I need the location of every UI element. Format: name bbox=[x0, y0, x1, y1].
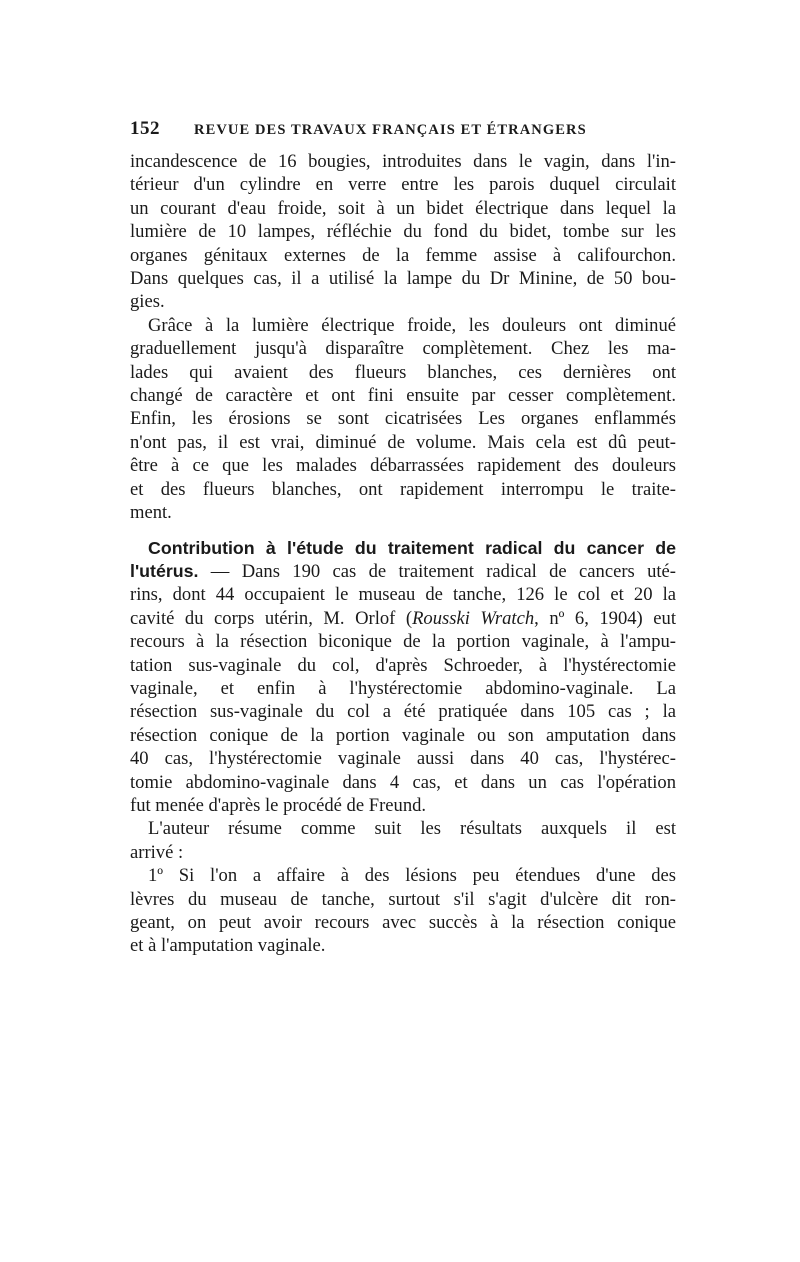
paragraph-lamp-methods bbox=[130, 150, 676, 314]
section-heading: Contribution à l'étude du traitement radical du cancer de bbox=[148, 537, 676, 558]
paragraph-summary-intro bbox=[130, 817, 676, 864]
citation-lead: cavité du corps utérin, M. Orlof ( bbox=[130, 607, 413, 629]
page-header bbox=[130, 118, 676, 144]
text-line: organes génitaux externes de la femme assise à califourchon. bbox=[130, 244, 676, 266]
text-line bbox=[130, 607, 676, 630]
paragraph-point-one bbox=[130, 864, 676, 958]
text-line: geant, on peut avoir recours avec succès à la résection conique bbox=[130, 912, 676, 933]
section-heading-end: l'utérus. bbox=[130, 560, 199, 581]
text-line: 1º Si l'on a affaire à des lésions peu étendues d'une des bbox=[148, 865, 676, 887]
text-line: et à l'amputation vaginale. bbox=[130, 935, 326, 957]
text-line: arrivé : bbox=[130, 841, 184, 863]
book-page bbox=[130, 118, 676, 958]
text-line: lèvres du museau de tanche, surtout s'il s'agit d'ulcère dit ron- bbox=[130, 888, 676, 910]
text-line: graduellement jusqu'à disparaître complètement. Chez les ma- bbox=[130, 338, 676, 360]
text-line: résection conique de la portion vaginale ou son amputation dans bbox=[130, 724, 676, 746]
text-line: Enfin, les érosions se sont cicatrisées Les organes enflammés bbox=[130, 408, 676, 430]
text-line: n'ont pas, il est vrai, diminué de volume. Mais cela est dû peut- bbox=[130, 431, 676, 453]
paragraph-results bbox=[130, 314, 676, 525]
text-line: rins, dont 44 occupaient le museau de tanche, 126 le col et 20 la bbox=[130, 584, 676, 606]
text-line: et des flueurs blanches, ont rapidement interrompu le traite- bbox=[130, 478, 676, 500]
text-line: recours à la résection biconique de la portion vaginale, à l'ampu- bbox=[130, 631, 676, 653]
citation-rest: , nº 6, 1904) eut bbox=[534, 607, 676, 629]
text-line: résection sus-vaginale du col a été pratiquée dans 105 cas ; la bbox=[130, 701, 676, 723]
text-line: être à ce que les malades débarrassées rapidement des douleurs bbox=[130, 455, 676, 477]
text-line: tomie abdomino-vaginale dans 4 cas, et dans un cas l'opération bbox=[130, 771, 676, 793]
journal-title: Rousski Wratch bbox=[412, 607, 535, 629]
text-line: incandescence de 16 bougies, introduites dans le vagin, dans l'in- bbox=[130, 151, 676, 172]
text-line bbox=[130, 560, 676, 583]
text-line: lades qui avaient des flueurs blanches, ces dernières ont bbox=[130, 361, 676, 383]
page-number: 152 bbox=[130, 118, 160, 139]
text-line: un courant d'eau froide, soit à un bidet électrique dans lequel la bbox=[130, 197, 676, 219]
text-line: L'auteur résume comme suit les résultats auxquels il est bbox=[148, 818, 676, 840]
text-line: changé de caractère et ont fini ensuite par cesser complètement. bbox=[130, 385, 676, 407]
section-text: — Dans 190 cas de traitement radical de cancers uté- bbox=[198, 560, 676, 582]
section-gap bbox=[130, 525, 676, 537]
text-line: Grâce à la lumière électrique froide, les douleurs ont diminué bbox=[148, 314, 676, 336]
text-line: vaginale, et enfin à l'hystérectomie abdomino-vaginale. La bbox=[130, 677, 676, 699]
section-cancer-treatment bbox=[130, 537, 676, 818]
text-line: ment. bbox=[130, 502, 172, 524]
running-title: REVUE DES TRAVAUX FRANÇAIS ET ÉTRANGERS bbox=[194, 122, 587, 138]
text-line: lumière de 10 lampes, réfléchie du fond du bidet, tombe sur les bbox=[130, 221, 676, 243]
text-line: fut menée d'après le procédé de Freund. bbox=[130, 794, 427, 816]
text-line: tation sus-vaginale du col, d'après Schroeder, à l'hystérectomie bbox=[130, 654, 676, 676]
text-line: 40 cas, l'hystérectomie vaginale aussi dans 40 cas, l'hystérec- bbox=[130, 748, 676, 770]
text-line: térieur d'un cylindre en verre entre les parois duquel circulait bbox=[130, 174, 676, 196]
text-line: Dans quelques cas, il a utilisé la lampe du Dr Minine, de 50 bou- bbox=[130, 268, 676, 290]
text-line: gies. bbox=[130, 291, 165, 313]
